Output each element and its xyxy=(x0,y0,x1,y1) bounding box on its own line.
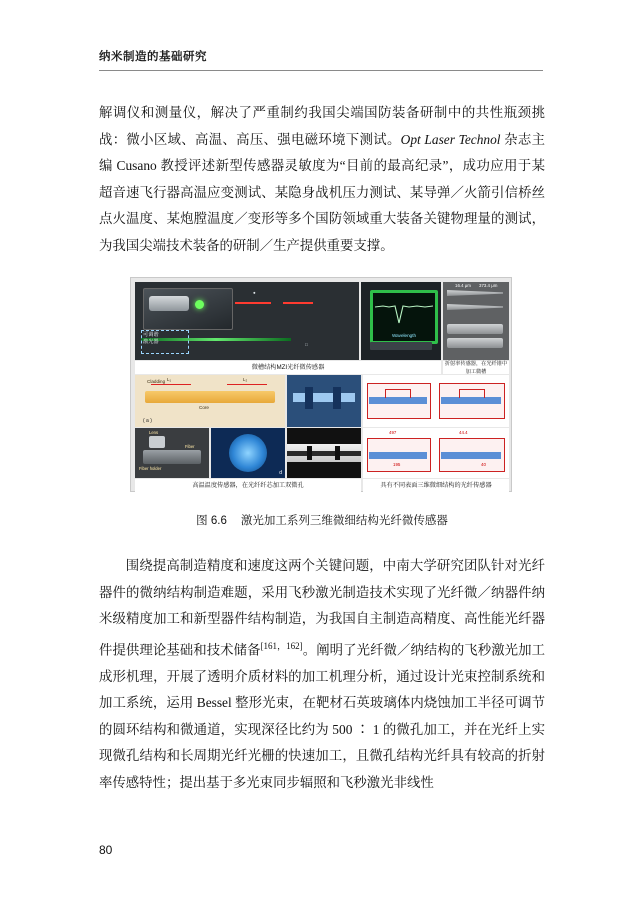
groove-notch xyxy=(333,387,341,409)
fiber-core-graphic xyxy=(145,391,275,403)
panel-a-label: ( a ) xyxy=(143,418,152,424)
cladding-label: Cladding xyxy=(147,379,166,384)
figure-caption xyxy=(99,512,545,528)
panel-caption-mzi: 微槽结构MZI光纤微传感器 xyxy=(135,361,441,374)
reference-superscript: [161，162] xyxy=(260,640,303,651)
running-head: 纳米制造的基础研究 xyxy=(99,51,207,63)
schematic-cavity xyxy=(459,389,485,398)
panel-caption-3d-structures: 具有不同表面三维微细结构的光纤传感器 xyxy=(363,479,509,492)
figure-title: 激光加工系列三维微细结构光纤微传感器 xyxy=(240,515,448,527)
paragraph-block-top xyxy=(99,100,545,259)
fiber-endface-disc xyxy=(229,434,267,472)
spectrum-axis-label: Wavelength xyxy=(391,333,417,338)
panel-microhole-micrograph xyxy=(287,428,361,478)
panel-d-label: d xyxy=(279,470,282,476)
paragraph-2 xyxy=(99,553,545,796)
lens-label: Lens xyxy=(149,430,159,435)
groove-notch xyxy=(305,387,313,409)
beam-arrow-icon xyxy=(235,302,271,304)
green-focus-spot-icon xyxy=(195,300,204,309)
fiber-core-dark-line xyxy=(287,451,361,456)
page-number: 80 xyxy=(99,843,113,857)
paragraph-1-part2: 杂志主编 Cusano 教授评述新型传感器灵敏度为“目前的最高纪录”，成功应用于某超音速飞行器高温应变测试、某隐身战机压力测试、某导弹／火箭引信桥丝点火温度、某炮膛温度／变形等多个国防领域重大装备关键物理量的测试，为我国尖端技术装备的研制／生产提供重要支撑。 xyxy=(99,131,545,253)
paragraph-block-bottom xyxy=(99,540,545,810)
panel-fiber-cross-section xyxy=(135,375,285,427)
fiber-body-upper xyxy=(447,324,503,334)
length-arrow-icon xyxy=(151,384,191,385)
fiber-holder-graphic xyxy=(143,450,201,464)
taper-tip-upper xyxy=(447,290,503,296)
schematic-band xyxy=(369,452,427,459)
laser-tube xyxy=(149,296,189,311)
panel-micrograph-blue xyxy=(287,375,361,427)
length-label-l2: L₂ xyxy=(243,377,248,382)
panel-caption-refractive: 折射率传感器，在光纤锥中加工微槽 xyxy=(444,360,508,375)
paragraph-1-part1: 解调仪和测量仪，解决了严重制约我国尖端国防装备研制中的共性瓶颈挑战：微小区域、高温、高压、强电磁环境下测试。 xyxy=(99,105,545,147)
microhole-1 xyxy=(307,446,312,460)
paragraph-2-part2: 。阐明了光纤微／纳结构的飞秒激光加工成形机理，开展了透明介质材料的加工机理分析，通过设计光束控制系统和加工系统，运用 Bessel 整形光束，在靶材石英玻璃体内烧蚀加工半径可调节的圆环结构和微通道，实现深径比约为 500 ∶ 1 的微孔加工，并在光纤上实现微孔结构和长周期光纤光栅的快速加工，且微孔结构光纤具有较高的折射率传感特性；提出基于多光束同步辐照和飞秒激光非线性 xyxy=(99,642,546,790)
spectrum-screen xyxy=(370,290,438,344)
fiber-holder-label: Fiber holder xyxy=(139,466,162,471)
microhole-2 xyxy=(335,446,340,460)
beam-arrow-icon xyxy=(283,302,313,304)
schematic-band xyxy=(441,397,501,404)
dimension-label-195: 195 xyxy=(393,462,401,467)
schematic-cavity xyxy=(385,389,411,398)
paragraph-2-part1: 围绕提高制造精度和速度这两个关键问题，中南大学研究团队针对光纤器件的微纳结构制造难题，采用飞秒激光制造技术实现了光纤微／纳器件纳米级精度加工和新型器件结构制造，为我国自主制造高精度、高性能光纤器件提供理论基础和技术储备 xyxy=(99,558,545,658)
panel-caption-temperature: 高温温度传感器，在光纤纤芯加工双微孔 xyxy=(135,479,361,492)
lens-graphic xyxy=(149,436,165,448)
header-rule xyxy=(99,70,543,71)
dimension-label-497: 497 xyxy=(389,430,397,435)
sem-dimension-label: 373.4 μm xyxy=(479,283,498,288)
length-arrow-icon xyxy=(227,384,267,385)
dimension-label-444: 44.4 xyxy=(459,430,468,435)
figure-number: 图 6.6 xyxy=(196,515,227,527)
panel-laser-schematic: 可调谐 激光器 ● □ xyxy=(135,282,359,360)
panel-structure-schematics-bottom xyxy=(363,428,509,478)
panel-fiber-holder-photo xyxy=(135,428,209,478)
schematic-band xyxy=(369,397,427,404)
paragraph-1 xyxy=(99,100,545,259)
schematic-band xyxy=(441,452,501,459)
journal-name-italic: Opt Laser Technol xyxy=(400,131,501,147)
panel-spectrum-monitor xyxy=(361,282,441,360)
sem-dimension-label: 16.4 μm xyxy=(455,283,471,288)
fiber-body-lower xyxy=(447,338,503,348)
core-label: Core xyxy=(199,405,209,410)
panel-fiber-endface-micrograph xyxy=(211,428,285,478)
taper-tip-lower xyxy=(447,304,503,310)
monitor-base xyxy=(370,342,432,350)
fiber-label: Fiber xyxy=(185,444,195,449)
microgroove-graphic xyxy=(293,393,355,402)
panel-sem-tapered-fiber xyxy=(443,282,509,360)
figure-6-6 xyxy=(130,277,512,492)
length-label-l1: L₁ xyxy=(167,377,172,382)
dimension-label-40: 40 xyxy=(481,462,486,467)
panel-structure-schematics-top xyxy=(363,375,509,427)
